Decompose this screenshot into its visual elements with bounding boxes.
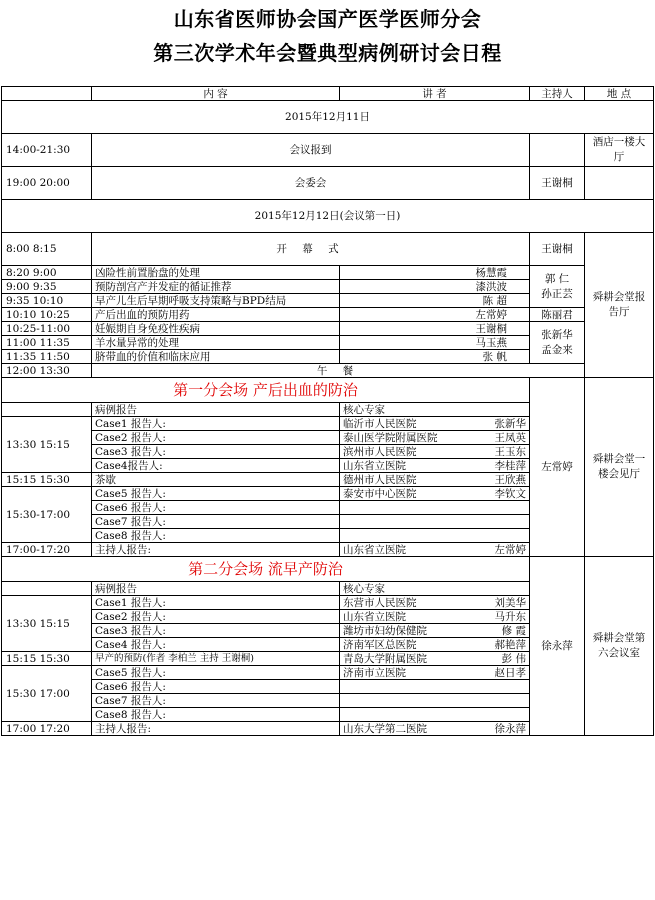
case-cell: 主持人报告: [92, 722, 340, 736]
time-cell: 8:00 8:15 [2, 233, 92, 266]
expert-cell [340, 515, 530, 529]
table-row [2, 266, 654, 280]
speaker-cell: 王谢桐 [340, 322, 530, 336]
time-cell: 11:00 11:35 [2, 336, 92, 350]
expert-org: 青岛大学附属医院 [343, 652, 427, 665]
expert-name: 赵日孝 [494, 666, 526, 679]
day2-date-row [2, 200, 654, 233]
expert-org: 滨州市人民医院 [343, 445, 417, 458]
expert-cell [340, 529, 530, 543]
speaker-cell: 左常婷 [340, 308, 530, 322]
case-cell: Case5 报告人: [92, 487, 340, 501]
expert-cell [340, 666, 530, 680]
case-cell: Case6 报告人: [92, 680, 340, 694]
case-cell: Case5 报告人: [92, 666, 340, 680]
session2-host: 徐永萍 [530, 557, 585, 736]
table-row [2, 308, 654, 322]
day1-date: 2015年12月11日 [2, 101, 654, 134]
expert-cell [340, 431, 530, 445]
host-name: 郭 仁 孙正芸 [541, 272, 573, 300]
expert-org: 济南军区总医院 [343, 638, 417, 651]
case-cell: Case7 报告人: [92, 515, 340, 529]
expert-cell [340, 708, 530, 722]
title-line-1: 山东省医师协会国产医学医师分会 [173, 7, 482, 31]
case-cell: Case3 报告人: [92, 624, 340, 638]
session2-venue: 舜耕会堂第六会议室 [585, 557, 654, 736]
case-cell: Case4 报告人: [92, 638, 340, 652]
expert-cell [340, 487, 530, 501]
topic-cell: 产后出血的预防用药 [92, 308, 340, 322]
expert-org: 泰山医学院附属医院 [343, 431, 438, 444]
expert-name: 王欣燕 [494, 473, 526, 486]
col-expert-header: 核心专家 [340, 403, 530, 417]
case-cell: Case1 报告人: [92, 596, 340, 610]
expert-org: 山东大学第二医院 [343, 722, 427, 735]
expert-name: 彭 伟 [501, 652, 526, 665]
table-row [2, 167, 654, 200]
expert-cell [340, 417, 530, 431]
table-row [2, 233, 654, 266]
expert-name: 李桂萍 [494, 459, 526, 472]
header-host: 主持人 [530, 87, 585, 101]
expert-org: 东营市人民医院 [343, 596, 417, 609]
time-cell: 9:00 9:35 [2, 280, 92, 294]
case-cell: Case4报告人: [92, 459, 340, 473]
case-cell: Case8 报告人: [92, 529, 340, 543]
case-cell: Case6 报告人: [92, 501, 340, 515]
host-cell: 王谢桐 [530, 233, 585, 266]
host-cell: 王谢桐 [530, 167, 585, 200]
expert-cell [340, 722, 530, 736]
time-cell: 13:30 15:15 [2, 417, 92, 473]
col-expert-header: 核心专家 [340, 582, 530, 596]
day1-date-row [2, 101, 654, 134]
case-cell: Case7 报告人: [92, 694, 340, 708]
content-cell: 会议报到 [92, 134, 530, 167]
time-cell: 15:15 15:30 [2, 652, 92, 666]
case-cell: Case3 报告人: [92, 445, 340, 459]
time-cell: 15:30 17:00 [2, 666, 92, 722]
lunch-cell: 午 餐 [92, 364, 585, 378]
expert-org: 临沂市人民医院 [343, 417, 417, 430]
expert-cell [340, 459, 530, 473]
expert-cell [340, 501, 530, 515]
expert-name: 李钦文 [494, 487, 526, 500]
table-header-row [2, 87, 654, 101]
expert-cell [340, 680, 530, 694]
time-cell: 10:10 10:25 [2, 308, 92, 322]
col-case-header: 病例报告 [92, 582, 340, 596]
session2-title-row [2, 557, 654, 582]
expert-cell [340, 694, 530, 708]
expert-name: 徐永萍 [494, 722, 526, 735]
expert-name: 王玉东 [494, 445, 526, 458]
header-venue: 地 点 [585, 87, 654, 101]
expert-name: 王凤英 [494, 431, 526, 444]
expert-cell [340, 624, 530, 638]
host-group-3 [530, 322, 585, 364]
session1-title: 第一分会场 产后出血的防治 [2, 378, 530, 403]
time-cell: 11:35 11:50 [2, 350, 92, 364]
title-line-2: 第三次学术年会暨典型病例研讨会日程 [153, 41, 502, 65]
case-cell: Case1 报告人: [92, 417, 340, 431]
blank-cell [2, 403, 92, 417]
topic-cell: 妊娠期自身免疫性疾病 [92, 322, 340, 336]
expert-name: 张新华 [494, 417, 526, 430]
expert-org: 泰安市中心医院 [343, 487, 417, 500]
expert-cell [340, 596, 530, 610]
topic-cell: 凶险性前置胎盘的处理 [92, 266, 340, 280]
host-cell [530, 134, 585, 167]
opening-ceremony: 开 幕 式 [92, 233, 530, 266]
header-speaker: 讲 者 [340, 87, 530, 101]
header-content: 内 容 [92, 87, 340, 101]
speaker-cell: 漆洪波 [340, 280, 530, 294]
expert-name: 刘美华 [494, 596, 526, 609]
case-cell: Case2 报告人: [92, 431, 340, 445]
time-cell: 19:00 20:00 [2, 167, 92, 200]
case-cell: 早产的预防(作者 李柏兰 主持 王谢桐) [92, 652, 340, 666]
expert-cell [340, 543, 530, 557]
expert-cell [340, 610, 530, 624]
speaker-cell: 杨慧霞 [340, 266, 530, 280]
host-name: 张新华 孟金来 [541, 328, 573, 356]
speaker-cell: 马玉燕 [340, 336, 530, 350]
document-title [0, 0, 655, 86]
expert-org: 德州市人民医院 [343, 473, 417, 486]
host-group-2: 陈丽君 [530, 308, 585, 322]
col-case-header: 病例报告 [92, 403, 340, 417]
case-cell: Case8 报告人: [92, 708, 340, 722]
expert-org: 山东省立医院 [343, 610, 406, 623]
time-cell: 8:20 9:00 [2, 266, 92, 280]
case-cell: 茶歇 [92, 473, 340, 487]
expert-name: 修 霞 [501, 624, 526, 637]
time-cell: 15:15 15:30 [2, 473, 92, 487]
day2-date: 2015年12月12日(会议第一日) [2, 200, 654, 233]
table-row [2, 322, 654, 336]
speaker-cell: 陈 超 [340, 294, 530, 308]
time-cell: 13:30 15:15 [2, 596, 92, 652]
time-cell: 9:35 10:10 [2, 294, 92, 308]
case-cell: Case2 报告人: [92, 610, 340, 624]
session1-host: 左常婷 [530, 378, 585, 557]
expert-org: 山东省立医院 [343, 543, 406, 556]
content-cell: 会委会 [92, 167, 530, 200]
speaker-cell: 张 帆 [340, 350, 530, 364]
session1-venue: 舜耕会堂一楼会见厅 [585, 378, 654, 557]
topic-cell: 早产儿生后早期呼吸支持策略与BPD结局 [92, 294, 340, 308]
venue-morning: 舜耕会堂报告厅 [585, 233, 654, 378]
time-cell: 15:30-17:00 [2, 487, 92, 543]
time-cell: 10:25-11:00 [2, 322, 92, 336]
table-row [2, 134, 654, 167]
expert-org: 济南市立医院 [343, 666, 406, 679]
host-group-1 [530, 266, 585, 308]
topic-cell: 预防剖宫产并发症的循证推荐 [92, 280, 340, 294]
topic-cell: 羊水量异常的处理 [92, 336, 340, 350]
time-cell: 12:00 13:30 [2, 364, 92, 378]
session1-title-row [2, 378, 654, 403]
header-time [2, 87, 92, 101]
topic-cell: 脐带血的价值和临床应用 [92, 350, 340, 364]
venue-cell [585, 167, 654, 200]
expert-cell [340, 473, 530, 487]
schedule-table [1, 86, 654, 736]
case-cell: 主持人报告: [92, 543, 340, 557]
expert-org: 山东省立医院 [343, 459, 406, 472]
expert-org: 潍坊市妇幼保健院 [343, 624, 427, 637]
time-cell: 14:00-21:30 [2, 134, 92, 167]
table-row [2, 364, 654, 378]
expert-name: 马升东 [494, 610, 526, 623]
expert-cell [340, 445, 530, 459]
session2-title: 第二分会场 流早产防治 [2, 557, 530, 582]
expert-name: 郝艳萍 [494, 638, 526, 651]
expert-cell [340, 652, 530, 666]
time-cell: 17:00-17:20 [2, 543, 92, 557]
expert-cell [340, 638, 530, 652]
blank-cell [2, 582, 92, 596]
expert-name: 左常婷 [494, 543, 526, 556]
venue-cell: 酒店一楼大厅 [585, 134, 654, 167]
time-cell: 17:00 17:20 [2, 722, 92, 736]
